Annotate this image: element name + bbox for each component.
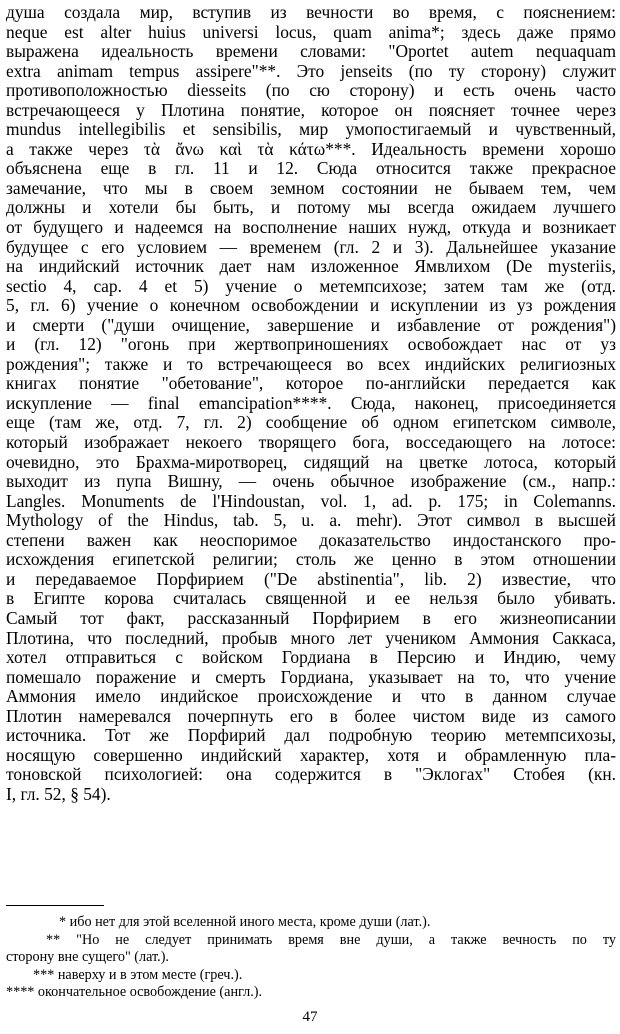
text-line: mundus intellegibilis et sensibilis, мир умопостигаемый и чувственный, [6, 119, 616, 140]
text-line: 5, гл. 6) учение о конечном освобождении и искуплении из уз рождения [6, 295, 616, 316]
text-line: степени важен как неоспоримое доказательство индостанского про- [6, 529, 616, 550]
text-line: очевидно, это Брахма-миротворец, сидящий на цветке лотоса, который [6, 451, 616, 472]
text-line: Langles. Monuments de l'Hindoustan, vol. 1, ad. p. 175; in Colemanns. [6, 490, 616, 511]
text-line: рождения"; также и то встречающееся во всех индийских религиозных [6, 353, 616, 374]
text-line: extra animam tempus assipere"**. Это jenseits (по ту сторону) служит [6, 60, 616, 81]
text-line: который изображает некоего творящего бога, восседающего на лотосе: [6, 432, 616, 453]
text-line: Mythology of the Hindus, tab. 5, u. a. mehr). Этот символ в высшей [6, 510, 616, 531]
text-line: еще (там же, отд. 7, гл. 2) сообщение об одном египетском символе, [6, 412, 616, 433]
text-line: душа создала мир, вступив из вечности во время, с пояснением: [6, 2, 616, 22]
footnote-4: **** окончательное освобождение (англ.). [6, 984, 263, 1000]
text-line: I, гл. 52, § 54). [6, 783, 111, 804]
footnote-3: *** наверху и в этом месте (греч.). [33, 966, 243, 983]
text-line: хотел отправиться с войском Гордиана в Персию и Индию, чему [6, 647, 616, 668]
text-line: Плотин намеревался почерпнуть его в более чистом виде из самого [6, 705, 616, 726]
text-line: должны и хотели бы быть, и потому мы всегда ожидаем лучшего [6, 197, 616, 218]
footnote-1: * ибо нет для этой вселенной иного места, кроме души (лат.). [59, 914, 431, 930]
text-line: замечание, что мы в своем земном состоянии не бываем тем, чем [6, 177, 616, 198]
text-line: будущее с его условием — временем (гл. 2 и 3). Дальнейшее указание [6, 236, 616, 257]
text-line: тоновской психологией: она содержится в "Эклогах" Стобея (кн. [6, 764, 616, 785]
text-line: и передаваемое Порфирием ("De abstinentia", lib. 2) известие, что [6, 568, 616, 589]
text-line: от будущего и надеемся на восполнение наших нужд, откуда и возникает [6, 217, 616, 238]
main-text [6, 3, 616, 804]
text-line: исхождения египетской религии; столь же ценно в этом отношении [6, 549, 616, 570]
text-line: выходит из пупа Вишну, — очень обычное изображение (см., напр.: [6, 471, 616, 492]
text-line: в Египте корова считалась священной и ее нельзя было убивать. [6, 588, 616, 609]
text-line: и (гл. 12) "огонь при жертвоприношениях освобождает нас от уз [6, 334, 616, 355]
text-line: книгах понятие "обетование", которое по-английски передается как [6, 373, 616, 394]
text-line: neque est alter huius universi locus, quam anima*; здесь даже прямо [6, 21, 616, 42]
text-line: Плотина, что последний, пробыв много лет учеником Аммония Саккаса, [6, 627, 616, 648]
page-number: 47 [302, 1009, 318, 1025]
text-line: носящую совершенно индийский характер, хотя и обрамленную пла- [6, 744, 616, 765]
text-line: встречающееся у Плотина понятие, которое он поясняет точнее через [6, 99, 616, 120]
footnotes [6, 914, 616, 1002]
text-line: Аммония имело индийское происхождение и что в данном случае [6, 686, 616, 707]
footnote-2: ** "Но не следует принимать время вне души, а также вечность по ту [46, 931, 616, 948]
text-line: а также через τὰ ἄνω καὶ τὰ κάτω***. Идеальность времени хорошо [6, 138, 616, 159]
text-line: выражена идеальность времени словами: "Oportet autem nequaquam [6, 41, 616, 62]
text-line: sectio 4, cap. 4 et 5) учение о метемпсихозе; затем там же (отд. [6, 275, 616, 296]
text-line: противоположностью diesseits (по сю сторону) и есть очень часто [6, 80, 616, 101]
footnote-divider [6, 905, 104, 906]
footnote-2-continued: сторону вне сущего" (лат.). [6, 949, 169, 965]
text-line: Самый тот факт, рассказанный Порфирием в его жизнеописании [6, 607, 616, 628]
text-line: объяснена еще в гл. 11 и 12. Сюда относится также прекрасное [6, 158, 616, 179]
text-line: и смерти ("души очищение, завершение и избавление от рождения") [6, 314, 616, 335]
text-line: помешало поражение и смерть Гордиана, указывает на то, что учение [6, 666, 616, 687]
text-line: источника. Тот же Порфирий дал подробную теорию метемпсихозы, [6, 725, 616, 746]
text-line: искупление — final emancipation****. Сюда, наконец, присоединяется [6, 392, 616, 413]
text-line: на индийский источник дает нам изложенное Ямвлихом (De mysteriis, [6, 256, 616, 277]
